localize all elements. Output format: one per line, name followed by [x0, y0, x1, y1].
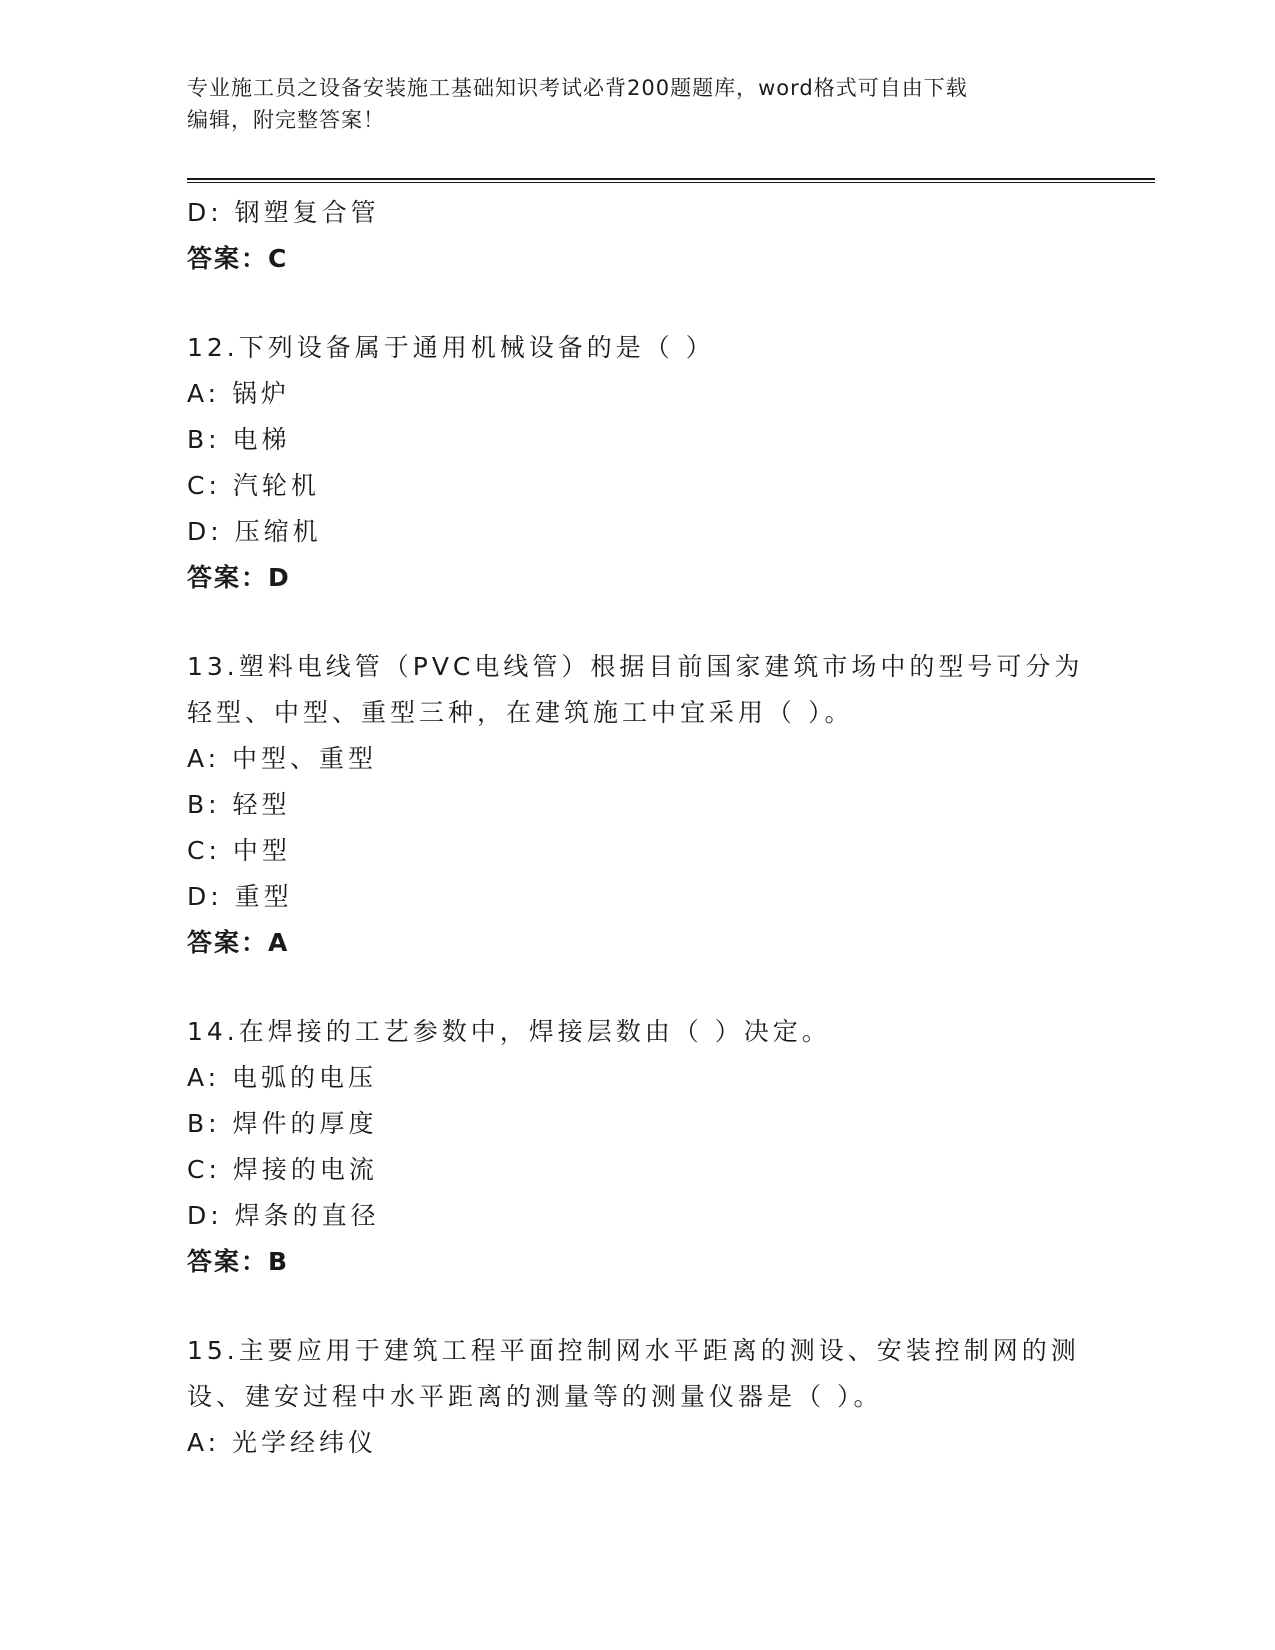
answer: 答案：A — [187, 928, 290, 957]
option-d: D: 焊条的直径 — [187, 1201, 380, 1230]
option-a: A: 锅炉 — [187, 379, 291, 408]
option-b: B: 焊件的厚度 — [187, 1109, 378, 1138]
question-13 — [187, 644, 1087, 966]
question-text: 12.下列设备属于通用机械设备的是（ ） — [187, 333, 715, 362]
header-divider — [187, 178, 1155, 183]
answer: 答案：C — [187, 244, 289, 273]
option-a: A: 电弧的电压 — [187, 1063, 378, 1092]
question-14 — [187, 1009, 1087, 1285]
option-c: C: 中型 — [187, 836, 291, 865]
question-text-line-1: 13.塑料电线管（PVC电线管）根据目前国家建筑市场中的型号可分为 — [187, 652, 1084, 681]
option-d: D: 重型 — [187, 882, 293, 911]
question-text-line-1: 15.主要应用于建筑工程平面控制网水平距离的测设、安装控制网的测 — [187, 1336, 1080, 1365]
page-header — [187, 72, 1067, 136]
question-12 — [187, 325, 1087, 601]
answer: 答案：D — [187, 563, 291, 592]
header-line-1: 专业施工员之设备安装施工基础知识考试必背200题题库，word格式可自由下载 — [187, 76, 968, 100]
option-d: D: 钢塑复合管 — [187, 198, 380, 227]
question-15 — [187, 1328, 1087, 1466]
question-text-line-2: 轻型、中型、重型三种，在建筑施工中宜采用（ ）。 — [187, 698, 854, 727]
answer: 答案：B — [187, 1247, 290, 1276]
option-b: B: 轻型 — [187, 790, 291, 819]
option-d: D: 压缩机 — [187, 517, 322, 546]
option-c: C: 汽轮机 — [187, 471, 320, 500]
question-text: 14.在焊接的工艺参数中，焊接层数由（ ）决定。 — [187, 1017, 831, 1046]
option-a: A: 光学经纬仪 — [187, 1428, 378, 1457]
option-b: B: 电梯 — [187, 425, 291, 454]
question-text-line-2: 设、建安过程中水平距离的测量等的测量仪器是（ ）。 — [187, 1382, 883, 1411]
header-line-2: 编辑，附完整答案！ — [187, 108, 385, 132]
option-a: A: 中型、重型 — [187, 744, 378, 773]
option-c: C: 焊接的电流 — [187, 1155, 378, 1184]
document-body — [187, 190, 1087, 1466]
